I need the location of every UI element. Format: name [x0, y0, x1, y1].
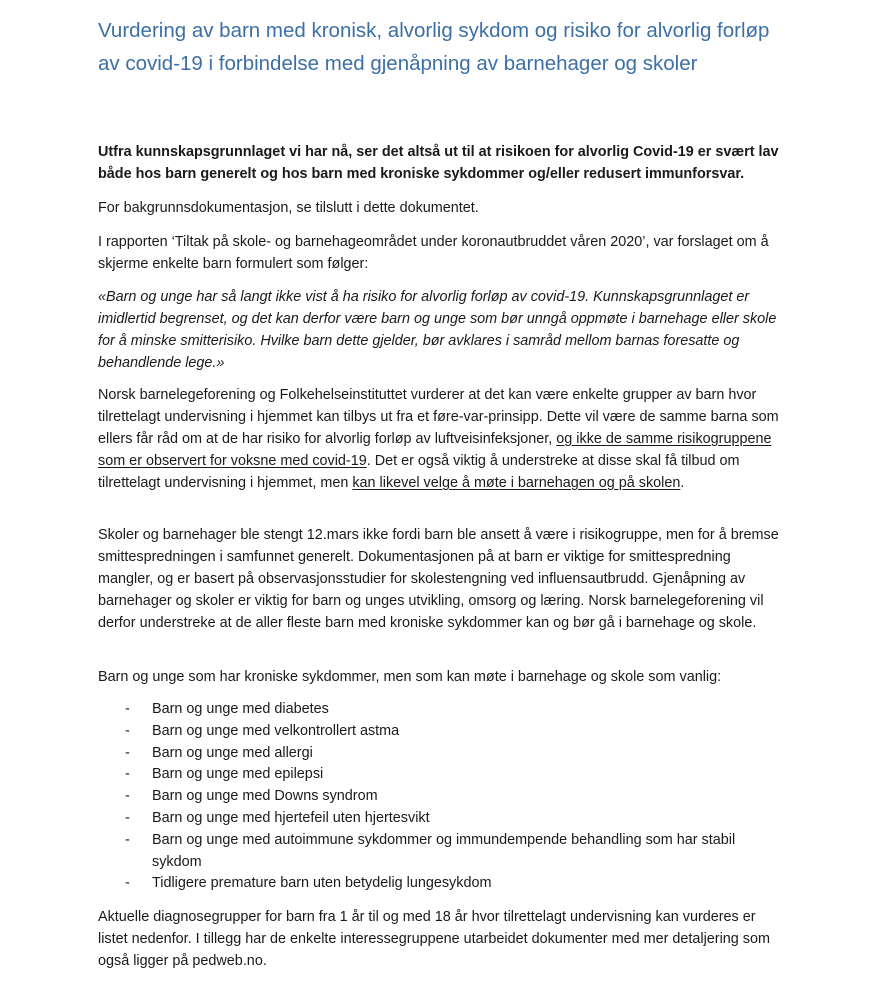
dash-bullet-icon: - [125, 701, 130, 717]
report-quote: «Barn og unge har så langt ikke vist å ha risiko for alvorlig forløp av covid-19. Kunnskapsgrunnlaget er imidlertid begrenset, og det kan derfor være barn og unge som bør unngå oppmøte i barnehage eller skole for å minske smitterisiko. Hvilke barn dette gjelder, bør avklares i samråd mellom barnas foresatte og behandlende lege.» [98, 289, 777, 371]
list-item [98, 830, 788, 874]
assessment-paragraph [98, 384, 788, 494]
list-item-text: Barn og unge med velkontrollert astma [152, 722, 400, 739]
chronic-conditions-list [98, 699, 788, 895]
lead-paragraph: Utfra kunnskapsgrunnlaget vi har nå, ser det altså ut til at risikoen for alvorlig Covid-19 er svært lav både hos barn generelt og hos barn med kroniske sykdommer og/eller redusert immunforsvar. [98, 144, 779, 182]
closure-paragraph: Skoler og barnehager ble stengt 12.mars ikke fordi barn ble ansett å være i risikogruppe, men for å bremse smittespredningen i samfunnet generelt. Dokumentasjonen på at barn er viktige for smittespredning mangler, og er basert på observasjonsstudier for skolestengning ved influensautbrudd. Gjenåpning av barnehager og skoler er viktig for barn og unges utvikling, omsorg og læring. Norsk barnelegeforening vil derfor understreke at de aller fleste barn med kroniske sykdommer kan og bør gå i barnehage og skole. [98, 527, 779, 631]
report-intro-paragraph: I rapporten ‘Tiltak på skole- og barnehageområdet under koronautbruddet våren 2020’, var forslaget om å skjerme enkelte barn formulert som følger: [98, 234, 769, 272]
dash-bullet-icon: - [125, 788, 130, 805]
list-item-text: Barn og unge med epilepsi [152, 766, 324, 783]
list-item [98, 808, 788, 830]
list-intro: Barn og unge som har kroniske sykdommer, men som kan møte i barnehage og skole som vanlig: [98, 669, 722, 685]
assessment-text-2: . Det er også viktig å understreke at disse skal få tilbud om tilrettelagt undervisning i hjemmet, men [98, 453, 740, 491]
dash-bullet-icon: - [125, 744, 130, 761]
dash-bullet-icon: - [125, 875, 130, 892]
list-item-text: Barn og unge med diabetes [152, 701, 329, 717]
assessment-underline-1: og ikke de samme risikogruppene som er observert for voksne med covid-19 [98, 431, 772, 469]
list-item [98, 873, 788, 895]
dash-bullet-icon: - [125, 809, 130, 826]
dash-bullet-icon: - [125, 766, 130, 783]
dash-bullet-icon: - [125, 831, 130, 848]
assessment-text-3: . [680, 475, 685, 491]
list-item-text: Barn og unge med allergi [152, 744, 313, 761]
assessment-text-1: Norsk barnelegeforening og Folkehelseinstituttet vurderer at det kan være enkelte grupper av barn hvor tilrettelagt undervisning i hjemmet kan tilbys ut fra et føre-var-prinsipp. Dette vil være de samme barna som ellers får råd om at de har risiko for alvorlig forløp av luftveisinfeksjoner, [98, 387, 779, 447]
list-item [98, 764, 788, 786]
document-title: Vurdering av barn med kronisk, alvorlig sykdom og risiko for alvorlig forløp av covid-19 i forbindelse med gjenåpning av barnehager og skoler [98, 19, 770, 75]
assessment-underline-2: kan likevel velge å møte i barnehagen og på skolen [352, 475, 681, 491]
background-reference: For bakgrunnsdokumentasjon, se tilslutt i dette dokumentet. [98, 200, 479, 216]
list-item [98, 786, 788, 808]
list-item-text: Tidligere premature barn uten betydelig lungesykdom [152, 875, 492, 892]
list-item [98, 721, 788, 743]
list-item [98, 743, 788, 765]
closing-paragraph: Aktuelle diagnosegrupper for barn fra 1 år til og med 18 år hvor tilrettelagt undervisning kan vurderes er listet nedenfor. I tillegg har de enkelte interessegruppene utarbeidet dokumenter med mer detaljering som også ligger på pedweb.no. [98, 909, 770, 969]
dash-bullet-icon: - [125, 722, 130, 739]
list-item-text: Barn og unge med Downs syndrom [152, 788, 378, 805]
list-item [98, 699, 788, 721]
list-item-text: Barn og unge med autoimmune sykdommer og immundempende behandling som har stabil sykdom [152, 831, 736, 870]
list-item-text: Barn og unge med hjertefeil uten hjertesvikt [152, 809, 430, 826]
